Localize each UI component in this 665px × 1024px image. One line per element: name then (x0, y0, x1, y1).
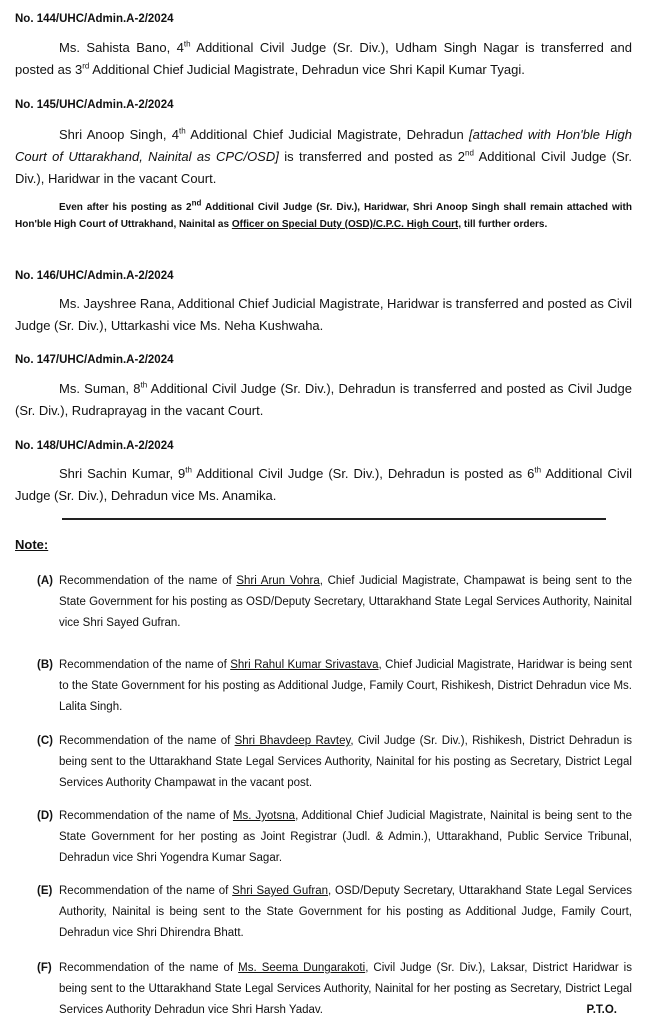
pto-marker: P.T.O. (586, 1004, 617, 1016)
note-label: (E) (37, 885, 53, 897)
order-number: No. 144/UHC/Admin.A-2/2024 (15, 13, 174, 25)
horizontal-divider (62, 518, 606, 520)
officer-name: Shri Bhavdeep Ravtey (234, 735, 351, 747)
note-label: (A) (37, 575, 53, 587)
order-paragraph: Ms. Jayshree Rana, Additional Chief Judicial Magistrate, Haridwar is transferred and posted as Civil Judge (Sr. Div.), Uttarkashi vice Ms. Neha Kushwaha. (15, 296, 632, 333)
note-label: (D) (37, 810, 53, 822)
note-item: (C) Recommendation of the name of Shri Bhavdeep Ravtey, Civil Judge (Sr. Div.), Rishikesh, District Dehradun is being sent to the Uttarakhand State Legal Services Authority, Nainital for his posting as Secretary, District Legal Services Authority Champawat in the vacant post. (37, 731, 632, 794)
order-number: No. 146/UHC/Admin.A-2/2024 (15, 270, 174, 282)
order-paragraph: Ms. Sahista Bano, 4th Additional Civil Judge (Sr. Div.), Udham Singh Nagar is transferred and posted as 3rd Additional Chief Judicial Magistrate, Dehradun vice Shri Kapil Kumar Tyagi. (15, 39, 632, 77)
order-paragraph: Shri Sachin Kumar, 9th Additional Civil Judge (Sr. Div.), Dehradun is posted as 6th Additional Civil Judge (Sr. Div.), Dehradun vice Ms. Anamika. (15, 465, 632, 503)
note-item: (E) Recommendation of the name of Shri Sayed Gufran, OSD/Deputy Secretary, Uttarakhand State Legal Services Authority, Nainital is being sent to the State Government for his posting as Additional Judge, Family Court, Dehradun vice Shri Dhirendra Bhatt. (37, 881, 632, 944)
note-label: (C) (37, 735, 53, 747)
officer-name: Shri Arun Vohra (236, 575, 320, 587)
note-item: (B) Recommendation of the name of Shri Rahul Kumar Srivastava, Chief Judicial Magistrate, Haridwar is being sent to the State Government for his posting as Additional Judge, Family Court, Rishikesh, District Dehradun vice Ms. Lalita Singh. (37, 655, 632, 718)
note-item: (D) Recommendation of the name of Ms. Jyotsna, Additional Chief Judicial Magistrate, Nainital is being sent to the State Government for her posting as Joint Registrar (Judl. & Admin.), Uttarakhand, Public Service Tribunal, Dehradun vice Shri Yogendra Kumar Sagar. (37, 806, 632, 869)
note-item: (F) Recommendation of the name of Ms. Seema Dungarakoti, Civil Judge (Sr. Div.), Laksar, District Haridwar is being sent to the Uttarakhand State Legal Services Authority, Nainital for her posting as Secretary, District Legal Services Authority Dehradun vice Shri Harsh Yadav. (37, 958, 632, 1021)
note-label: (B) (37, 659, 53, 671)
officer-name: Ms. Seema Dungarakoti (238, 962, 366, 974)
order-number: No. 145/UHC/Admin.A-2/2024 (15, 99, 174, 111)
order-paragraph: Ms. Suman, 8th Additional Civil Judge (Sr. Div.), Dehradun is transferred and posted as Civil Judge (Sr. Div.), Rudraprayag in the vacant Court. (15, 380, 632, 418)
order-number: No. 148/UHC/Admin.A-2/2024 (15, 440, 174, 452)
order-number: No. 147/UHC/Admin.A-2/2024 (15, 354, 174, 366)
order-paragraph: Shri Anoop Singh, 4th Additional Chief Judicial Magistrate, Dehradun [attached with Hon'ble High Court of Uttarakhand, Nainital as CPC/OSD] is transferred and posted as 2nd Additional Civil Judge (Sr. Div.), Haridwar in the vacant Court. (15, 126, 632, 186)
officer-name: Shri Sayed Gufran (232, 885, 329, 897)
note-item: (A) Recommendation of the name of Shri Arun Vohra, Chief Judicial Magistrate, Champawat is being sent to the State Government for his posting as OSD/Deputy Secretary, Uttarakhand State Legal Services Authority, Nainital vice Shri Sayed Gufran. (37, 571, 632, 634)
officer-name: Ms. Jyotsna (232, 810, 296, 822)
note-label: (F) (37, 962, 52, 974)
order-subparagraph: Even after his posting as 2nd Additional Civil Judge (Sr. Div.), Haridwar, Shri Anoop Singh shall remain attached with Hon'ble High Court of Uttrakhand, Nainital as Officer on Special Duty (OSD)/C.P.C. High Court, till further orders. (15, 198, 632, 230)
note-heading: Note: (15, 537, 49, 552)
officer-name: Shri Rahul Kumar Srivastava (230, 659, 379, 671)
